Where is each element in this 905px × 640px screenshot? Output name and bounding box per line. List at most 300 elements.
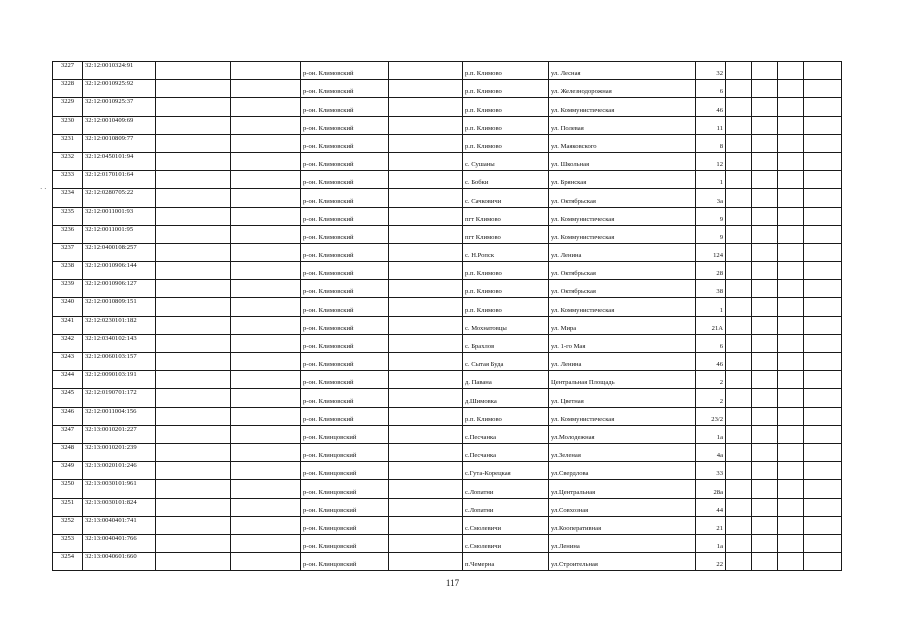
empty-cell [752, 171, 778, 189]
row-number-cell: 3252 [53, 516, 83, 534]
row-number-cell: 3251 [53, 498, 83, 516]
house-number-cell: 28 [696, 262, 726, 280]
empty-cell [804, 262, 842, 280]
table-row [53, 443, 842, 461]
cadastral-number-cell: 32:12:0190701:172 [83, 389, 156, 407]
locality-cell: р.п. Климово [463, 298, 549, 316]
empty-cell [231, 334, 301, 352]
register-body [53, 62, 842, 571]
cadastral-number-cell: 32:12:0280705:22 [83, 189, 156, 207]
empty-cell [778, 462, 804, 480]
locality-cell: с.Песчанка [463, 443, 549, 461]
empty-cell [156, 480, 231, 498]
empty-cell [156, 425, 231, 443]
cadastral-number-cell: 32:12:0010809:151 [83, 298, 156, 316]
house-number-cell: 23/2 [696, 407, 726, 425]
empty-cell [726, 534, 752, 552]
locality-cell: с. Н.Ропск [463, 243, 549, 261]
cadastral-number-cell: 32:13:0010201:239 [83, 443, 156, 461]
empty-cell [726, 298, 752, 316]
table-row [53, 80, 842, 98]
district-cell: р-он. Климовский [301, 116, 389, 134]
table-row [53, 171, 842, 189]
empty-cell [778, 80, 804, 98]
empty-cell [156, 171, 231, 189]
street-cell: ул.Молодежная [549, 425, 696, 443]
empty-cell [804, 371, 842, 389]
street-cell: ул. Полевая [549, 116, 696, 134]
row-number-cell: 3232 [53, 152, 83, 170]
empty-cell [231, 498, 301, 516]
empty-cell [389, 280, 463, 298]
locality-cell: п.Чемерна [463, 553, 549, 571]
cadastral-number-cell: 32:12:0450101:94 [83, 152, 156, 170]
cadastral-number-cell: 32:12:0010906:127 [83, 280, 156, 298]
empty-cell [389, 389, 463, 407]
empty-cell [231, 353, 301, 371]
empty-cell [231, 62, 301, 80]
empty-cell [156, 225, 231, 243]
house-number-cell: 46 [696, 353, 726, 371]
empty-cell [752, 462, 778, 480]
empty-cell [778, 207, 804, 225]
empty-cell [804, 280, 842, 298]
empty-cell [156, 298, 231, 316]
empty-cell [231, 134, 301, 152]
empty-cell [231, 371, 301, 389]
street-cell: ул. Октябрьская [549, 189, 696, 207]
empty-cell [389, 316, 463, 334]
house-number-cell: 12 [696, 152, 726, 170]
empty-cell [231, 152, 301, 170]
cadastral-number-cell: 32:13:0010201:227 [83, 425, 156, 443]
empty-cell [389, 334, 463, 352]
cadastral-number-cell: 32:12:0090103:191 [83, 371, 156, 389]
street-cell: ул. Маяковского [549, 134, 696, 152]
locality-cell: с.Песчанка [463, 425, 549, 443]
district-cell: р-он. Климовский [301, 407, 389, 425]
empty-cell [389, 298, 463, 316]
cadastral-number-cell: 32:13:0040401:741 [83, 516, 156, 534]
row-number-cell: 3241 [53, 316, 83, 334]
row-number-cell: 3243 [53, 353, 83, 371]
locality-cell: с. Бобки [463, 171, 549, 189]
cadastral-number-cell: 32:12:0011001:93 [83, 207, 156, 225]
row-number-cell: 3231 [53, 134, 83, 152]
row-number-cell: 3254 [53, 553, 83, 571]
street-cell: ул. Железнодорожная [549, 80, 696, 98]
empty-cell [726, 171, 752, 189]
empty-cell [778, 298, 804, 316]
table-row [53, 152, 842, 170]
empty-cell [778, 480, 804, 498]
empty-cell [231, 443, 301, 461]
empty-cell [231, 243, 301, 261]
empty-cell [156, 189, 231, 207]
empty-cell [156, 316, 231, 334]
empty-cell [156, 262, 231, 280]
empty-cell [778, 425, 804, 443]
empty-cell [389, 134, 463, 152]
empty-cell [156, 98, 231, 116]
empty-cell [231, 225, 301, 243]
empty-cell [778, 553, 804, 571]
empty-cell [156, 134, 231, 152]
street-cell: ул.Центральная [549, 480, 696, 498]
district-cell: р-он. Клинцовский [301, 553, 389, 571]
row-number-cell: 3229 [53, 98, 83, 116]
district-cell: р-он. Климовский [301, 98, 389, 116]
empty-cell [804, 407, 842, 425]
empty-cell [778, 371, 804, 389]
empty-cell [804, 316, 842, 334]
empty-cell [752, 207, 778, 225]
empty-cell [804, 334, 842, 352]
empty-cell [726, 371, 752, 389]
row-number-cell: 3246 [53, 407, 83, 425]
empty-cell [156, 62, 231, 80]
empty-cell [778, 534, 804, 552]
row-number-cell: 3250 [53, 480, 83, 498]
empty-cell [726, 516, 752, 534]
empty-cell [389, 443, 463, 461]
empty-cell [231, 262, 301, 280]
empty-cell [389, 171, 463, 189]
empty-cell [778, 134, 804, 152]
street-cell: ул. Коммунистическая [549, 207, 696, 225]
empty-cell [156, 516, 231, 534]
row-number-cell: 3237 [53, 243, 83, 261]
row-number-cell: 3244 [53, 371, 83, 389]
cadastral-number-cell: 32:12:0010809:77 [83, 134, 156, 152]
row-number-cell: 3227 [53, 62, 83, 80]
locality-cell: с.Лопатни [463, 498, 549, 516]
district-cell: р-он. Клинцовский [301, 516, 389, 534]
district-cell: р-он. Клинцовский [301, 462, 389, 480]
empty-cell [156, 116, 231, 134]
empty-cell [389, 243, 463, 261]
table-row [53, 280, 842, 298]
cadastral-number-cell: 32:12:0400108:257 [83, 243, 156, 261]
table-row [53, 316, 842, 334]
house-number-cell: 1а [696, 534, 726, 552]
house-number-cell: 44 [696, 498, 726, 516]
empty-cell [778, 407, 804, 425]
locality-cell: с.Гута-Корецкая [463, 462, 549, 480]
empty-cell [752, 298, 778, 316]
house-number-cell: 46 [696, 98, 726, 116]
empty-cell [778, 334, 804, 352]
empty-cell [752, 134, 778, 152]
row-number-cell: 3235 [53, 207, 83, 225]
table-row [53, 516, 842, 534]
cadastral-number-cell: 32:12:0010925:92 [83, 80, 156, 98]
district-cell: р-он. Климовский [301, 280, 389, 298]
locality-cell: пгт Климово [463, 225, 549, 243]
empty-cell [752, 80, 778, 98]
row-number-cell: 3234 [53, 189, 83, 207]
empty-cell [752, 98, 778, 116]
row-number-cell: 3228 [53, 80, 83, 98]
cadastral-number-cell: 32:13:0030101:824 [83, 498, 156, 516]
empty-cell [156, 407, 231, 425]
empty-cell [804, 553, 842, 571]
street-cell: ул. Коммунистическая [549, 225, 696, 243]
empty-cell [726, 407, 752, 425]
table-row [53, 353, 842, 371]
house-number-cell: 9 [696, 225, 726, 243]
empty-cell [752, 116, 778, 134]
empty-cell [804, 462, 842, 480]
table-row [53, 407, 842, 425]
empty-cell [804, 480, 842, 498]
empty-cell [804, 498, 842, 516]
street-cell: ул. Октябрьская [549, 280, 696, 298]
district-cell: р-он. Климовский [301, 225, 389, 243]
empty-cell [804, 116, 842, 134]
empty-cell [231, 516, 301, 534]
district-cell: р-он. Климовский [301, 298, 389, 316]
empty-cell [778, 516, 804, 534]
district-cell: р-он. Климовский [301, 62, 389, 80]
cadastral-number-cell: 32:12:0011001:95 [83, 225, 156, 243]
empty-cell [389, 534, 463, 552]
empty-cell [804, 207, 842, 225]
locality-cell: р.п. Климово [463, 98, 549, 116]
district-cell: р-он. Клинцовский [301, 480, 389, 498]
empty-cell [778, 98, 804, 116]
cadastral-number-cell: 32:12:0010906:144 [83, 262, 156, 280]
empty-cell [804, 80, 842, 98]
empty-cell [778, 243, 804, 261]
empty-cell [231, 462, 301, 480]
empty-cell [726, 225, 752, 243]
street-cell: ул. Школьная [549, 152, 696, 170]
empty-cell [156, 534, 231, 552]
empty-cell [156, 243, 231, 261]
street-cell: ул.Совхозная [549, 498, 696, 516]
cadastral-number-cell: 32:12:0230101:182 [83, 316, 156, 334]
empty-cell [389, 498, 463, 516]
table-row [53, 207, 842, 225]
empty-cell [231, 171, 301, 189]
empty-cell [752, 371, 778, 389]
cadastral-number-cell: 32:12:0340102:143 [83, 334, 156, 352]
street-cell: ул.Зеленая [549, 443, 696, 461]
house-number-cell: 11 [696, 116, 726, 134]
empty-cell [726, 425, 752, 443]
locality-cell: с.Смолевичи [463, 534, 549, 552]
empty-cell [389, 262, 463, 280]
empty-cell [804, 189, 842, 207]
locality-cell: пгт Климово [463, 207, 549, 225]
empty-cell [726, 316, 752, 334]
cadastral-number-cell: 32:13:0040601:660 [83, 553, 156, 571]
district-cell: р-он. Климовский [301, 152, 389, 170]
empty-cell [752, 407, 778, 425]
empty-cell [804, 425, 842, 443]
table-row [53, 480, 842, 498]
house-number-cell: 8 [696, 134, 726, 152]
empty-cell [156, 553, 231, 571]
empty-cell [752, 334, 778, 352]
empty-cell [389, 480, 463, 498]
cadastral-number-cell: 32:12:0010925:37 [83, 98, 156, 116]
empty-cell [726, 389, 752, 407]
district-cell: р-он. Климовский [301, 353, 389, 371]
locality-cell: р.п. Климово [463, 62, 549, 80]
empty-cell [778, 280, 804, 298]
house-number-cell: 21А [696, 316, 726, 334]
empty-cell [778, 171, 804, 189]
empty-cell [752, 534, 778, 552]
street-cell: ул. Ленина [549, 353, 696, 371]
empty-cell [804, 225, 842, 243]
empty-cell [804, 171, 842, 189]
empty-cell [389, 62, 463, 80]
empty-cell [752, 262, 778, 280]
empty-cell [752, 480, 778, 498]
table-row [53, 553, 842, 571]
empty-cell [752, 443, 778, 461]
empty-cell [804, 243, 842, 261]
row-number-cell: 3230 [53, 116, 83, 134]
empty-cell [726, 62, 752, 80]
district-cell: р-он. Климовский [301, 171, 389, 189]
empty-cell [778, 116, 804, 134]
empty-cell [389, 553, 463, 571]
row-number-cell: 3253 [53, 534, 83, 552]
empty-cell [389, 189, 463, 207]
empty-cell [156, 389, 231, 407]
house-number-cell: 6 [696, 334, 726, 352]
street-cell: ул. Ленина [549, 243, 696, 261]
cadastral-number-cell: 32:12:0010324:91 [83, 62, 156, 80]
district-cell: р-он. Климовский [301, 207, 389, 225]
empty-cell [778, 189, 804, 207]
empty-cell [231, 280, 301, 298]
street-cell: ул. Коммунистическая [549, 298, 696, 316]
house-number-cell: 1 [696, 171, 726, 189]
empty-cell [726, 98, 752, 116]
house-number-cell: 38 [696, 280, 726, 298]
locality-cell: с. Мохнатовцы [463, 316, 549, 334]
empty-cell [778, 353, 804, 371]
cadastral-number-cell: 32:13:0040401:766 [83, 534, 156, 552]
street-cell: ул. Лесная [549, 62, 696, 80]
empty-cell [726, 334, 752, 352]
empty-cell [389, 353, 463, 371]
empty-cell [752, 425, 778, 443]
scan-specks: · · [40, 185, 47, 193]
empty-cell [231, 553, 301, 571]
empty-cell [778, 316, 804, 334]
locality-cell: с. Брахлов [463, 334, 549, 352]
empty-cell [726, 152, 752, 170]
locality-cell: д. Павана [463, 371, 549, 389]
empty-cell [752, 498, 778, 516]
district-cell: р-он. Климовский [301, 371, 389, 389]
locality-cell: р.п. Климово [463, 280, 549, 298]
locality-cell: р.п. Климово [463, 80, 549, 98]
empty-cell [752, 353, 778, 371]
street-cell: ул. Мира [549, 316, 696, 334]
empty-cell [231, 534, 301, 552]
page-number: 117 [445, 578, 460, 588]
street-cell: ул. Октябрьская [549, 262, 696, 280]
empty-cell [231, 80, 301, 98]
empty-cell [778, 262, 804, 280]
empty-cell [231, 316, 301, 334]
street-cell: Центральная Площадь [549, 371, 696, 389]
table-row [53, 298, 842, 316]
table-row [53, 62, 842, 80]
district-cell: р-он. Климовский [301, 389, 389, 407]
house-number-cell: 6 [696, 80, 726, 98]
house-number-cell: 3а [696, 189, 726, 207]
cadastral-number-cell: 32:13:0030101:961 [83, 480, 156, 498]
locality-cell: р.п. Климово [463, 407, 549, 425]
empty-cell [726, 262, 752, 280]
house-number-cell: 124 [696, 243, 726, 261]
property-register-table [52, 61, 842, 571]
empty-cell [752, 516, 778, 534]
table-row [53, 225, 842, 243]
empty-cell [389, 371, 463, 389]
empty-cell [156, 207, 231, 225]
district-cell: р-он. Клинцовский [301, 443, 389, 461]
cadastral-number-cell: 32:12:0011004:156 [83, 407, 156, 425]
empty-cell [752, 152, 778, 170]
cadastral-number-cell: 32:12:0170101:64 [83, 171, 156, 189]
empty-cell [389, 116, 463, 134]
empty-cell [804, 389, 842, 407]
empty-cell [726, 189, 752, 207]
street-cell: ул. Коммунистическая [549, 98, 696, 116]
empty-cell [804, 353, 842, 371]
table-row [53, 371, 842, 389]
row-number-cell: 3239 [53, 280, 83, 298]
street-cell: ул.Кооперативная [549, 516, 696, 534]
table-row [53, 389, 842, 407]
locality-cell: р.п. Климово [463, 262, 549, 280]
table-row [53, 462, 842, 480]
empty-cell [389, 516, 463, 534]
house-number-cell: 4а [696, 443, 726, 461]
empty-cell [726, 116, 752, 134]
empty-cell [804, 98, 842, 116]
empty-cell [804, 62, 842, 80]
empty-cell [778, 498, 804, 516]
empty-cell [156, 280, 231, 298]
empty-cell [156, 498, 231, 516]
district-cell: р-он. Климовский [301, 316, 389, 334]
empty-cell [726, 80, 752, 98]
empty-cell [231, 389, 301, 407]
locality-cell: с.Смолевичи [463, 516, 549, 534]
empty-cell [231, 116, 301, 134]
district-cell: р-он. Климовский [301, 334, 389, 352]
locality-cell: д.Шимовка [463, 389, 549, 407]
row-number-cell: 3238 [53, 262, 83, 280]
street-cell: ул. Цветная [549, 389, 696, 407]
empty-cell [804, 152, 842, 170]
table-row [53, 98, 842, 116]
empty-cell [156, 80, 231, 98]
table-row [53, 116, 842, 134]
street-cell: ул.Ленина [549, 534, 696, 552]
empty-cell [231, 298, 301, 316]
